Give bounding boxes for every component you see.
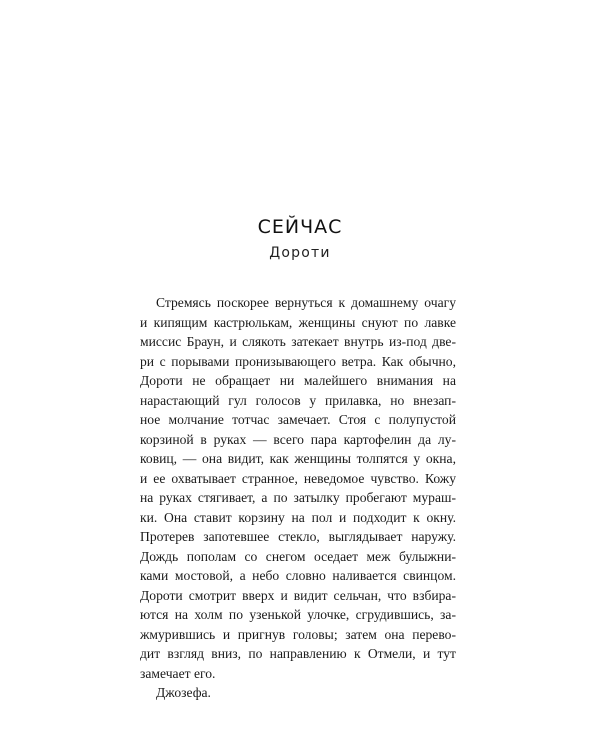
body-text xyxy=(140,293,456,703)
text-line: ри с порывами пронизывающего ветра. Как обычно, xyxy=(140,353,456,369)
chapter-title: СЕЙЧАС xyxy=(257,216,343,238)
text-line: ки. Она ставит корзину на пол и подходит к окну. xyxy=(140,509,456,525)
text-line: ковиц, — она видит, как женщины толпятся у окна, xyxy=(140,451,456,466)
text-line: корзиной в руках — всего пара картофелин да лу- xyxy=(140,431,456,447)
paragraph-1 xyxy=(140,293,456,683)
text-line: замечает его. xyxy=(140,665,216,681)
text-line: Стремясь поскорее вернуться к домашнему очагу xyxy=(156,295,456,310)
text-line: на руках стягивает, а по затылку пробегают мураш- xyxy=(140,490,456,505)
text-line: нарастающий гул голосов у прилавка, но внезап- xyxy=(140,392,456,408)
text-line: жмурившись и пригнув головы; затем она перево- xyxy=(140,626,456,642)
text-line: Дороти смотрит вверх и видит сельчан, что взбира- xyxy=(140,587,456,603)
paragraph-2: Джозефа. xyxy=(156,685,211,700)
text-line: Протерев запотевшее стекло, выглядывает наружу. xyxy=(140,529,456,544)
text-line: Дождь пополам со снегом оседает меж булыжни- xyxy=(140,548,456,564)
text-line: ками мостовой, а небо словно наливается свинцом. xyxy=(140,568,456,583)
chapter-subtitle: Дороти xyxy=(269,245,331,261)
text-line: ное молчание тотчас замечает. Стоя с полупустой xyxy=(140,412,456,427)
text-line: Дороти не обращает ни малейшего внимания на xyxy=(140,373,456,388)
text-line: и кипящим кастрюлькам, женщины снуют по лавке xyxy=(140,314,456,330)
text-line: и ее охватывает странное, неведомое чувство. Кожу xyxy=(140,470,456,486)
text-line: миссис Браун, и слякоть затекает внутрь из-под две- xyxy=(140,334,456,349)
text-line: ются на холм по узенькой улочке, сгрудившись, за- xyxy=(140,607,456,622)
text-line: дит взгляд вниз, по направлению к Отмели, и тут xyxy=(140,646,456,661)
